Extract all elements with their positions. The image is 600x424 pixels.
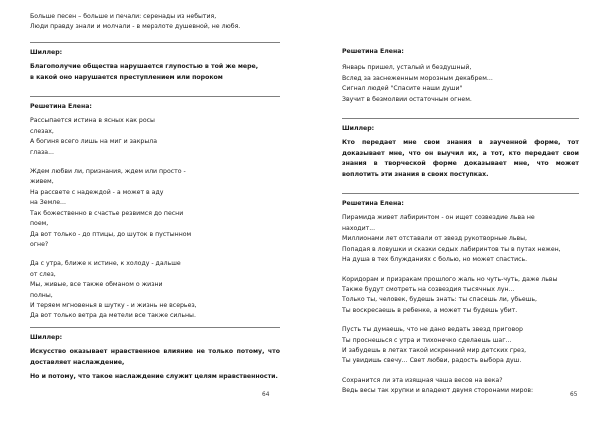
- poem-line: Ты увидишь свечу... Свет любви, радость выбора душ.: [342, 357, 522, 365]
- poem-line: На душа в тех блужданиях с болью, но может спастись.: [342, 256, 528, 264]
- poem-line: полны,: [30, 291, 53, 299]
- poem-line: Ты проснешься с утра и тихонечко сделаешь шаг...: [342, 336, 512, 344]
- poem-line: Январь пришел, усталый и бездушный,: [342, 64, 472, 72]
- poem-line: находит...: [342, 224, 376, 232]
- quote-line: в какой оно нарушается преступлением или пороком: [30, 73, 223, 81]
- page-number: 65: [570, 392, 578, 398]
- intro-stanza: [30, 12, 280, 33]
- poem-line: поем,: [30, 220, 49, 228]
- poem-line: И забудешь в летах такой искренний мир детских грез,: [342, 346, 527, 354]
- poem-line: Рассыпается истина в ясных как росы: [30, 117, 155, 125]
- speaker-name: Шиллер:: [30, 333, 63, 341]
- schiller-quote-3: [342, 124, 579, 180]
- poem-line: На рассвете с надеждой - а может в аду: [30, 188, 164, 196]
- poem-line: на Земле...: [30, 199, 66, 207]
- poem-line: от слез,: [30, 270, 56, 278]
- poem-line: И теряем мгновенья в шутку - и жизнь не всерьез,: [30, 301, 197, 309]
- speaker-name: Шиллер:: [342, 125, 375, 133]
- poem-line: Мы, живые, все также обманом о жизни: [30, 281, 163, 289]
- poem-line: Так божественно в счастье резвимся до песни: [30, 209, 184, 217]
- poem-line: Люди правду знали и молчали - в мерзлоте душевной, не любя.: [30, 23, 241, 31]
- poem-line: Сохранится ли эта изящная чаша весов на века?: [342, 376, 503, 384]
- right-page: [300, 0, 600, 424]
- reshetina-poem-2: [342, 47, 579, 105]
- speaker-name: Шиллер:: [30, 48, 63, 56]
- speaker-name: Решетина Елена:: [30, 103, 92, 111]
- poem-line: огне?: [30, 240, 49, 248]
- poem-line: Ждем любви ли, признания, ждем или просто -: [30, 168, 186, 176]
- poem-line: Коридорам и призракам прошлого жаль но чуть-чуть, даже львы: [342, 275, 558, 283]
- poem-line: Ведь весы так хрупки и владеют двумя сторонами миров:: [342, 387, 534, 395]
- speaker-name: Решетина Елена:: [342, 200, 404, 208]
- poem-line: Пирамида живет лабиринтом - он ищет созвездие льва не: [342, 214, 535, 222]
- poem-line: глаза...: [30, 148, 54, 156]
- poem-line: Вслед за заснеженным морозным декабрем...: [342, 74, 493, 82]
- quote-paragraph: Но и потому, что такое наслаждение служит целям нравственности.: [30, 372, 278, 380]
- poem-line: Ты воскресаешь в ребенке, а может ты будешь убит.: [342, 306, 518, 314]
- poem-line: слезах,: [30, 127, 54, 135]
- poem-line: Да с утра, ближе к истине, к холоду - дальше: [30, 260, 181, 268]
- poem-line: Да вот только ветра да метели все также сильны.: [30, 312, 196, 320]
- reshetina-poem-1: [30, 102, 280, 322]
- schiller-quote-1: [30, 48, 280, 83]
- quote-paragraph: Искусство оказывает нравственное влияние не только потому, что доставляет наслаждение,: [30, 348, 280, 366]
- left-page-column: [30, 12, 280, 382]
- poem-line: А богиня всего лишь на миг и закрыла: [30, 138, 157, 146]
- quote-paragraph: Кто передает мне свои знания в заученной форме, тот доказывает мне, что он выучил их, а тот, кто передает свои знания в творческой форме доказывает мне, что может воплотить эти знания в своих поступках.: [342, 139, 579, 178]
- poem-line: Также будут смотреть на созвездия тысячных лун...: [342, 285, 515, 293]
- poem-line: Больше песен – больше и печали: серенады из небытия,: [30, 13, 217, 20]
- poem-line: Попадая в ловушки и сказки седых лабиринтов ты в путах нежен,: [342, 245, 561, 253]
- poem-line: Только ты, человек, будешь знать: ты спасешь ли, убьешь,: [342, 296, 537, 304]
- speaker-name: Решетина Елена:: [342, 48, 404, 55]
- poem-line: живем,: [30, 178, 54, 186]
- poem-line: Миллионами лет отставали от звезд рукотворные львы,: [342, 235, 527, 243]
- schiller-quote-2: [30, 333, 280, 383]
- reshetina-poem-3: [342, 199, 579, 397]
- poem-line: Сигнал людей "Спасите наши души": [342, 85, 463, 93]
- right-page-column: [342, 47, 579, 397]
- page-number: 64: [262, 392, 270, 398]
- poem-line: Да вот только - до птицы, до шуток в пустынном: [30, 230, 192, 238]
- poem-line: Пусть ты думаешь, что не дано ведать звезд приговор: [342, 326, 523, 334]
- quote-line: Благополучие общества нарушается глупостью в той же мере,: [30, 63, 259, 71]
- poem-line: Звучит в безмолвии остаточным огнем.: [342, 95, 472, 103]
